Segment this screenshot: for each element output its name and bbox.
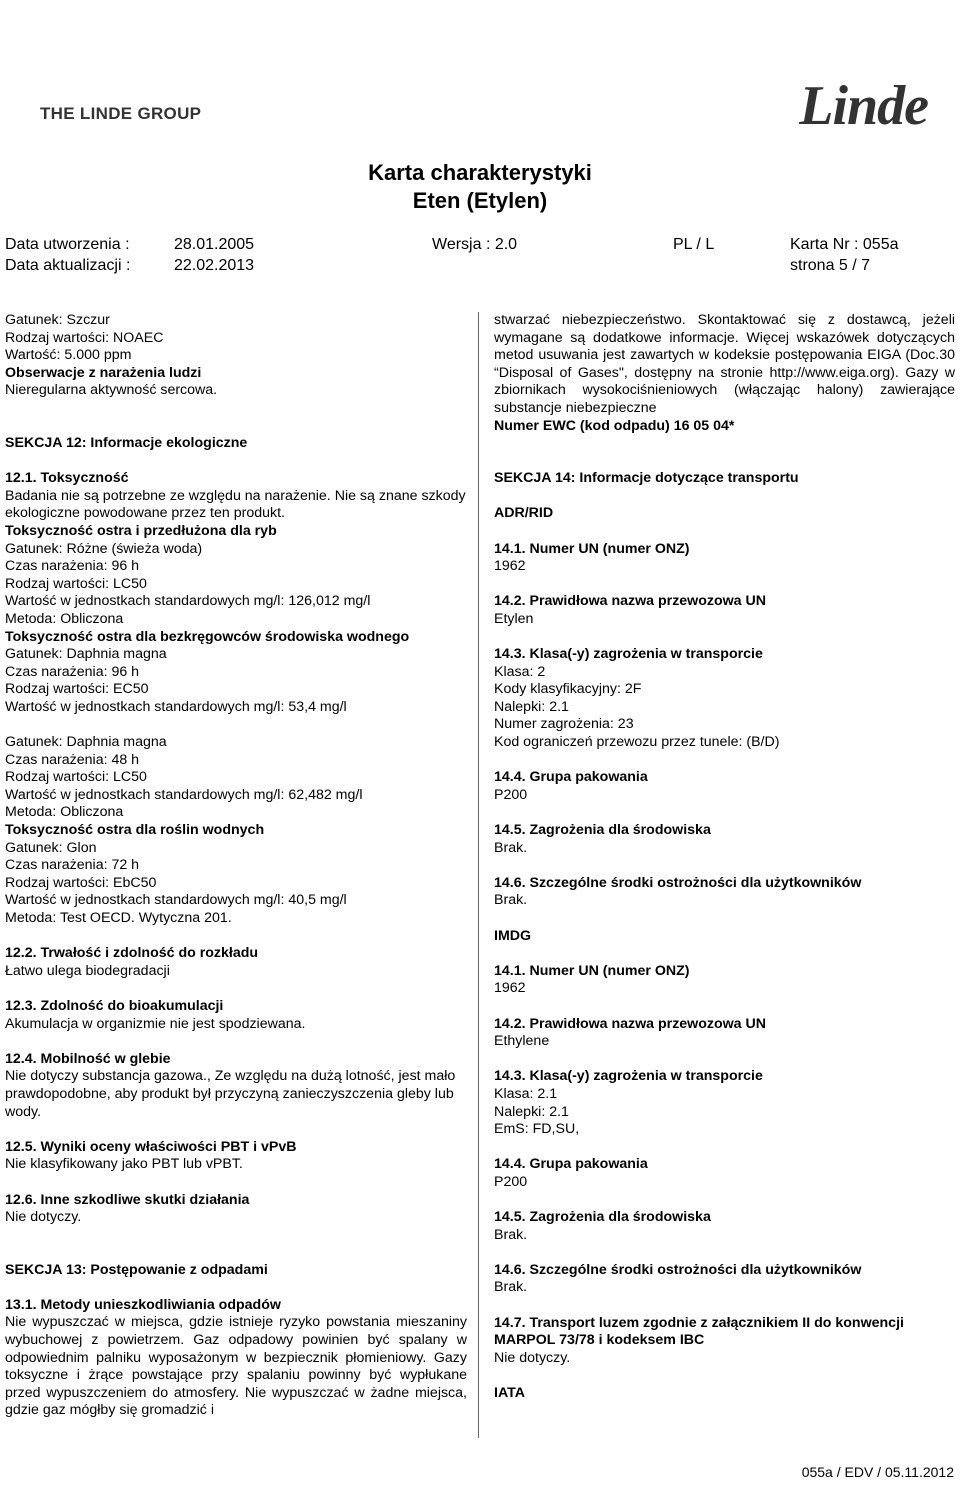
- spacer: [5, 400, 467, 435]
- spacer: [5, 453, 467, 471]
- spacer: [494, 435, 955, 470]
- paragraph: Nalepki: 2.1: [494, 1103, 569, 1120]
- paragraph: Akumulacja w organizmie nie jest spodziewana.: [5, 1015, 306, 1032]
- page-number: strona 5 / 7: [790, 257, 871, 274]
- paragraph: Gatunek: Różne (świeża woda): [5, 540, 203, 557]
- card-number: Karta Nr : 055a: [790, 236, 899, 253]
- paragraph: P200: [494, 786, 528, 803]
- section-heading: Toksyczność ostra dla bezkręgowców środowiska wodnego: [5, 628, 410, 645]
- spacer: [5, 1279, 467, 1297]
- spacer: [494, 945, 955, 963]
- paragraph: P200: [494, 1173, 528, 1190]
- spacer: [494, 523, 955, 541]
- section-heading: 14.5. Zagrożenia dla środowiska: [494, 1209, 711, 1226]
- spacer: [5, 928, 467, 946]
- section-heading: 12.3. Zdolność do bioakumulacji: [5, 997, 224, 1014]
- paragraph: Nalepki: 2.1: [494, 698, 569, 715]
- section-heading: 14.3. Klasa(-y) zagrożenia w transporcie: [494, 646, 763, 663]
- paragraph: Gatunek: Daphnia magna: [5, 734, 167, 751]
- section-heading: 14.6. Szczególne środki ostrożności dla użytkowników: [494, 874, 862, 891]
- section-heading: SEKCJA 13: Postępowanie z odpadami: [5, 1261, 268, 1278]
- paragraph: Brak.: [494, 839, 528, 856]
- paragraph: stwarzać niebezpieczeństwo. Skontaktować się z dostawcą, jeżeli wymagane są dodatkowe informacje. Więcej wskazówek dotyczących metod usuwania jest zawartych w kodeksie postępowania EIGA (Doc.30 “Disposal of Gases", dostępny na stronie http://www.eiga.org). Gazy w zbiornikach wysokociśnieniowych (włączając halony) zawierające substancje niebezpieczne: [494, 312, 955, 416]
- brand-logo-right: Linde: [799, 75, 928, 137]
- paragraph: Gatunek: Glon: [5, 839, 97, 856]
- spacer: [5, 980, 467, 998]
- paragraph: Numer zagrożenia: 23: [494, 716, 634, 733]
- paragraph: Kody klasyfikacyjny: 2F: [494, 681, 642, 698]
- version-label: Wersja : 2.0: [432, 236, 518, 253]
- section-heading: 14.6. Szczególne środki ostrożności dla użytkowników: [494, 1261, 862, 1278]
- paragraph: Etylen: [494, 610, 534, 627]
- paragraph: Metoda: Test OECD. Wytyczna 201.: [5, 910, 232, 926]
- section-heading: IATA: [494, 1385, 525, 1402]
- paragraph: Czas narażenia: 96 h: [5, 558, 140, 575]
- spacer: [494, 910, 955, 928]
- paragraph: Brak.: [494, 1279, 528, 1296]
- spacer: [494, 857, 955, 875]
- created-value: 28.01.2005: [174, 236, 255, 253]
- paragraph: Nie dotyczy substancja gazowa., Ze względu na dużą lotność, jest mało prawdopodobne, aby produkt był przyczyną zanieczyszczenia gleby lub wody.: [5, 1068, 456, 1120]
- paragraph: Wartość w jednostkach standardowych mg/l: 62,482 mg/l: [5, 786, 363, 803]
- paragraph: Gatunek: Szczur: [5, 312, 110, 328]
- section-heading: 14.1. Numer UN (numer ONZ): [494, 540, 690, 557]
- footer-reference: 055a / EDV / 05.11.2012: [801, 1464, 954, 1480]
- spacer: [494, 1192, 955, 1210]
- spacer: [494, 752, 955, 770]
- section-heading: Numer EWC (kod odpadu) 16 05 04*: [494, 417, 735, 434]
- paragraph: Czas narażenia: 48 h: [5, 751, 140, 768]
- spacer: [5, 1121, 467, 1139]
- paragraph: Kod ograniczeń przewozu przez tunele: (B/D): [494, 734, 780, 751]
- spacer: [494, 804, 955, 822]
- section-heading: ADR/RID: [494, 505, 554, 522]
- paragraph: Brak.: [494, 892, 528, 909]
- spacer: [494, 1297, 955, 1315]
- document-title: Karta charakterystyki: [368, 160, 592, 185]
- paragraph: Czas narażenia: 96 h: [5, 663, 140, 680]
- paragraph: Nie dotyczy.: [494, 1349, 571, 1366]
- updated-label: Data aktualizacji :: [5, 257, 131, 274]
- section-heading: 13.1. Metody unieszkodliwiania odpadów: [5, 1296, 281, 1313]
- paragraph: Rodzaj wartości: LC50: [5, 575, 147, 592]
- section-heading: SEKCJA 14: Informacje dotyczące transportu: [494, 470, 799, 487]
- paragraph: 1962: [494, 980, 526, 997]
- spacer: [494, 1051, 955, 1069]
- section-heading: 12.1. Toksyczność: [5, 470, 129, 487]
- section-heading: SEKCJA 12: Informacje ekologiczne: [5, 434, 248, 451]
- paragraph: Łatwo ulega biodegradacji: [5, 962, 170, 979]
- section-heading: 14.4. Grupa pakowania: [494, 769, 648, 786]
- paragraph: Klasa: 2.1: [494, 1085, 558, 1102]
- paragraph: Nie wypuszczać w miejsca, gdzie istnieje ryzyko powstania mieszaniny wybuchowej z powietrzem. Gaz odpadowy powinien być spalany w odpowiednim palniku wyposażonym w bezpiecznik płomieniowy. Gazy toksyczne i żrące powstające przy spalaniu powinny być wypłukane przed wypuszczeniem do atmosfery. Nie wypuszczać w żadne miejsca, gdzie gaz mógłby się gromadzić i: [5, 1314, 467, 1419]
- section-heading: 14.1. Numer UN (numer ONZ): [494, 962, 690, 979]
- paragraph: Nieregularna aktywność sercowa.: [5, 382, 218, 399]
- paragraph: Klasa: 2: [494, 663, 546, 680]
- section-heading: 14.7. Transport luzem zgodnie z załącznikiem II do konwencji MARPOL 73/78 i kodeksem IBC: [494, 1314, 904, 1349]
- spacer: [5, 1174, 467, 1192]
- locale-label: PL / L: [673, 236, 715, 253]
- spacer: [494, 1139, 955, 1157]
- section-heading: 14.2. Prawidłowa nazwa przewozowa UN: [494, 1015, 767, 1032]
- brand-logo-left: THE LINDE GROUP: [40, 104, 202, 123]
- spacer: [494, 998, 955, 1016]
- section-heading: 14.3. Klasa(-y) zagrożenia w transporcie: [494, 1068, 763, 1085]
- paragraph: 1962: [494, 558, 526, 575]
- paragraph: Wartość w jednostkach standardowych mg/l: 126,012 mg/l: [5, 593, 371, 610]
- left-column: [5, 312, 467, 1420]
- section-heading: 12.5. Wyniki oceny właściwości PBT i vPvB: [5, 1138, 297, 1155]
- spacer: [494, 1367, 955, 1385]
- section-heading: 12.2. Trwałość i zdolność do rozkładu: [5, 945, 259, 962]
- paragraph: Rodzaj wartości: EbC50: [5, 874, 157, 891]
- updated-value: 22.02.2013: [174, 257, 255, 274]
- section-heading: Toksyczność ostra dla roślin wodnych: [5, 822, 265, 839]
- paragraph: Rodzaj wartości: EC50: [5, 681, 149, 698]
- section-heading: 14.5. Zagrożenia dla środowiska: [494, 822, 711, 839]
- paragraph: Brak.: [494, 1226, 528, 1243]
- spacer: [494, 576, 955, 594]
- paragraph: Rodzaj wartości: NOAEC: [5, 329, 164, 346]
- spacer: [494, 1244, 955, 1262]
- right-column: [494, 312, 955, 1403]
- paragraph: Nie dotyczy.: [5, 1209, 82, 1226]
- created-label: Data utworzenia :: [5, 236, 130, 253]
- document-subtitle: Eten (Etylen): [412, 188, 548, 213]
- paragraph: Rodzaj wartości: LC50: [5, 769, 147, 786]
- paragraph: Wartość: 5.000 ppm: [5, 347, 132, 364]
- paragraph: EmS: FD,SU,: [494, 1121, 580, 1138]
- section-heading: Obserwacje z narażenia ludzi: [5, 364, 202, 381]
- paragraph: Metoda: Obliczona: [5, 610, 124, 627]
- paragraph: Metoda: Obliczona: [5, 804, 124, 821]
- section-heading: 14.2. Prawidłowa nazwa przewozowa UN: [494, 593, 767, 610]
- section-heading: 14.4. Grupa pakowania: [494, 1156, 648, 1173]
- paragraph: Wartość w jednostkach standardowych mg/l: 53,4 mg/l: [5, 698, 347, 715]
- paragraph: Ethylene: [494, 1033, 550, 1050]
- paragraph: Nie klasyfikowany jako PBT lub vPBT.: [5, 1156, 243, 1173]
- paragraph: Wartość w jednostkach standardowych mg/l: 40,5 mg/l: [5, 892, 347, 909]
- spacer: [5, 716, 467, 734]
- section-heading: 12.4. Mobilność w glebie: [5, 1050, 171, 1067]
- spacer: [5, 1227, 467, 1262]
- section-heading: 12.6. Inne szkodliwe skutki działania: [5, 1191, 250, 1208]
- paragraph: Badania nie są potrzebne ze względu na narażenie. Nie są znane szkody ekologiczne powodowane przez ten produkt.: [5, 487, 466, 522]
- paragraph: Gatunek: Daphnia magna: [5, 646, 167, 663]
- paragraph: Czas narażenia: 72 h: [5, 857, 140, 874]
- spacer: [494, 488, 955, 506]
- section-heading: IMDG: [494, 927, 532, 944]
- section-heading: Toksyczność ostra i przedłużona dla ryb: [5, 522, 277, 539]
- spacer: [5, 1033, 467, 1051]
- column-divider: [478, 312, 479, 1438]
- spacer: [494, 629, 955, 647]
